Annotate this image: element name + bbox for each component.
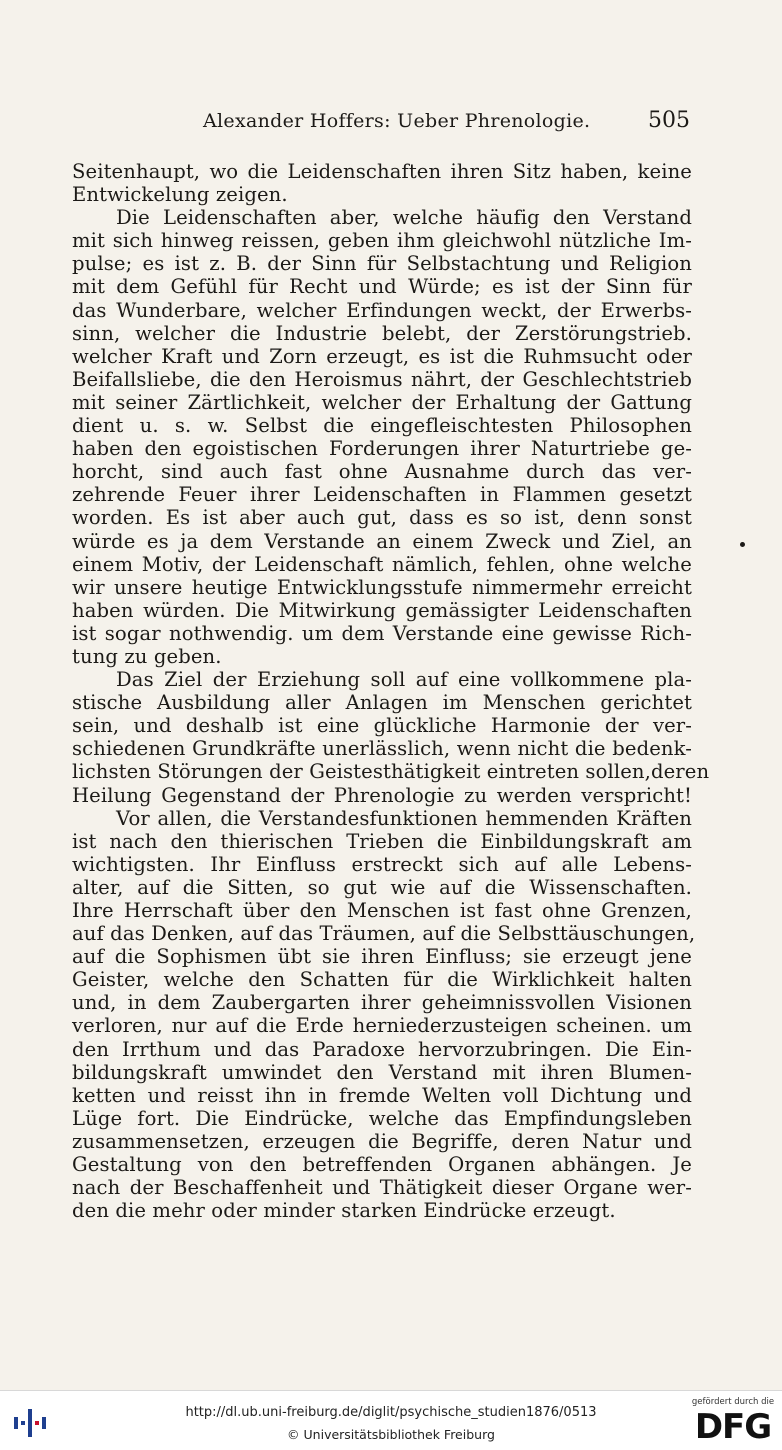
- text-line: stische Ausbildung aller Anlagen im Menschen gerichtet: [72, 691, 692, 715]
- text-line: sinn, welcher die Industrie belebt, der Zerstörungstrieb.: [72, 321, 692, 345]
- text-line: Seitenhaupt, wo die Leidenschaften ihren Sitz haben, keine: [72, 160, 692, 183]
- text-line: nach der Beschaffenheit und Thätigkeit dieser Organe wer-: [72, 1176, 692, 1200]
- page-number: 505: [648, 108, 690, 133]
- text-line: Geister, welche den Schatten für die Wirklichkeit halten: [72, 968, 692, 992]
- text-line: ist nach den thierischen Trieben die Einbildungskraft am: [72, 829, 692, 853]
- text-line: sein, und deshalb ist eine glückliche Harmonie der ver-: [72, 714, 692, 738]
- text-line: lichsten Störungen der Geistesthätigkeit eintreten sollen,deren: [72, 760, 710, 784]
- text-line: Vor allen, die Verstandesfunktionen hemmenden Kräften: [116, 806, 692, 830]
- text-line: wir unsere heutige Entwicklungsstufe nimmermehr erreicht: [72, 575, 692, 599]
- text-line: welcher Kraft und Zorn erzeugt, es ist die Ruhmsucht oder: [72, 344, 692, 368]
- text-line: Ihre Herrschaft über den Menschen ist fast ohne Grenzen,: [72, 899, 692, 922]
- text-line: dient u. s. w. Selbst die eingefleischtesten Philosophen: [72, 414, 692, 438]
- text-line: haben den egoistischen Forderungen ihrer Naturtriebe ge-: [72, 437, 692, 461]
- text-line: wichtigsten. Ihr Einfluss erstreckt sich auf alle Lebens-: [72, 852, 692, 876]
- dfg-caption: gefördert durch die: [691, 1397, 775, 1407]
- text-line: ist sogar nothwendig. um dem Verstande eine gewisse Rich-: [72, 621, 692, 645]
- text-line: Gestaltung von den betreffenden Organen abhängen. Je: [72, 1153, 692, 1177]
- text-line: auf die Sophismen übt sie ihren Einfluss; sie erzeugt jene: [72, 945, 692, 969]
- text-line: pulse; es ist z. B. der Sinn für Selbstachtung und Religion: [72, 252, 692, 276]
- text-line: bildungskraft umwindet den Verstand mit ihren Blumen-: [72, 1060, 692, 1084]
- running-title: Alexander Hoffers: Ueber Phrenologie.: [203, 110, 591, 132]
- source-url-link[interactable]: http://dl.ub.uni-freiburg.de/diglit/psychische_studien1876/0513: [185, 1405, 597, 1420]
- text-line: zusammensetzen, erzeugen die Begriffe, deren Natur und: [72, 1129, 692, 1153]
- text-line: einem Motiv, der Leidenschaft nämlich, fehlen, ohne welche: [72, 552, 692, 576]
- margin-dot: [740, 542, 745, 547]
- text-line: Lüge fort. Die Eindrücke, welche das Empfindungsleben: [72, 1106, 692, 1130]
- running-head: [0, 110, 782, 140]
- text-line: Die Leidenschaften aber, welche häufig den Verstand: [116, 206, 692, 230]
- text-line: schiedenen Grundkräfte unerlässlich, wenn nicht die bedenk-: [72, 737, 692, 761]
- text-line: horcht, sind auch fast ohne Ausnahme durch das ver-: [72, 460, 692, 484]
- text-line: würde es ja dem Verstande an einem Zweck und Ziel, an: [72, 529, 692, 553]
- copyright-text: © Universitätsbibliothek Freiburg: [287, 1427, 495, 1442]
- text-line: mit dem Gefühl für Recht und Würde; es ist der Sinn für: [72, 275, 692, 299]
- text-line: auf das Denken, auf das Träumen, auf die Selbsttäuschungen,: [72, 922, 696, 946]
- footer: [0, 1390, 782, 1450]
- text-line: mit seiner Zärtlichkeit, welcher der Erhaltung der Gattung: [72, 390, 692, 414]
- text-line: Beifallsliebe, die den Heroismus nährt, der Geschlechtstrieb: [72, 367, 692, 391]
- text-line: verloren, nur auf die Erde herniederzusteigen scheinen. um: [72, 1014, 692, 1038]
- text-line: zehrende Feuer ihrer Leidenschaften in Flammen gesetzt: [72, 483, 692, 507]
- body-text: [72, 160, 710, 1223]
- text-line: haben würden. Die Mitwirkung gemässigter Leidenschaften: [72, 598, 692, 622]
- text-line: mit sich hinweg reissen, geben ihm gleichwohl nützliche Im-: [72, 229, 692, 253]
- dfg-sponsor: [690, 1397, 776, 1447]
- text-line: alter, auf die Sitten, so gut wie auf die Wissenschaften.: [72, 875, 692, 899]
- text-line: Heilung Gegenstand der Phrenologie zu werden verspricht!: [72, 783, 692, 807]
- text-line: den die mehr oder minder starken Eindrücke erzeugt.: [72, 1199, 616, 1223]
- dfg-logo: DFG: [694, 1407, 772, 1447]
- text-line: den Irrthum und das Paradoxe hervorzubringen. Die Ein-: [72, 1037, 692, 1061]
- text-line: Das Ziel der Erziehung soll auf eine vollkommene pla-: [116, 668, 692, 692]
- text-line: ketten und reisst ihn in fremde Welten voll Dichtung und: [72, 1083, 692, 1107]
- text-line: und, in dem Zaubergarten ihrer geheimnissvollen Visionen: [72, 991, 692, 1015]
- text-line: worden. Es ist aber auch gut, dass es so ist, denn sonst: [72, 506, 692, 530]
- text-line: das Wunderbare, welcher Erfindungen weckt, der Erwerbs-: [72, 298, 692, 322]
- text-line: Entwickelung zeigen.: [72, 183, 288, 207]
- text-line: tung zu geben.: [72, 644, 222, 668]
